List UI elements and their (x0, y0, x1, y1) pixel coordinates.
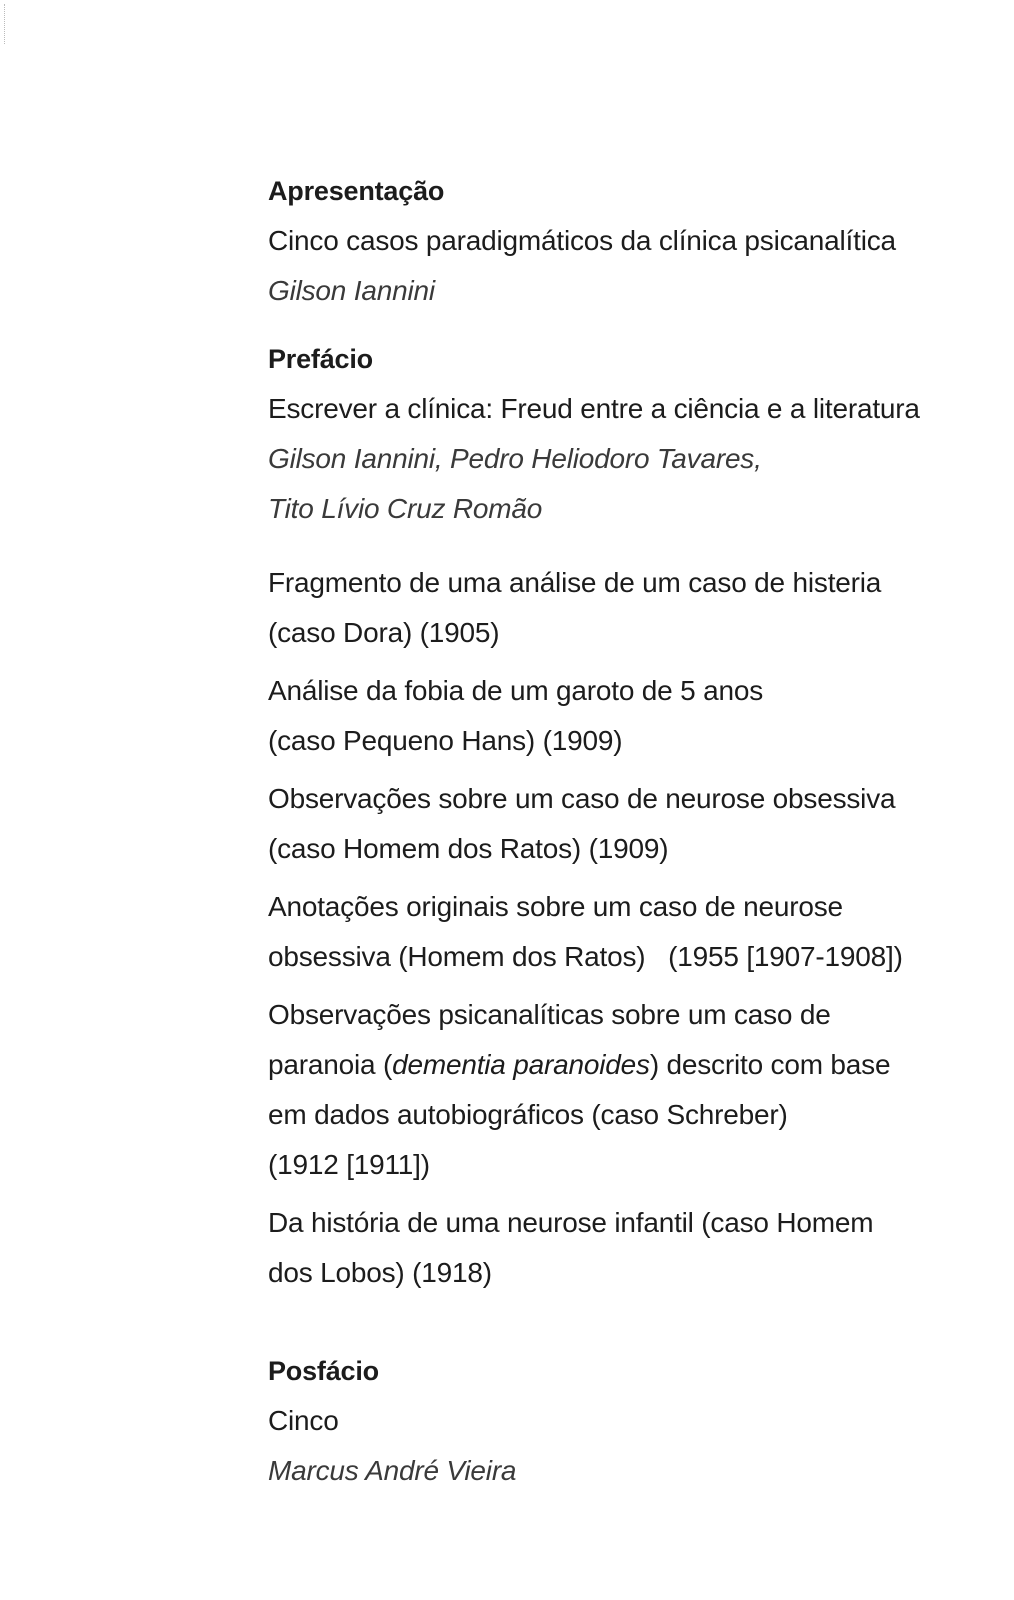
spacer (268, 534, 988, 558)
entry-title-line: Anotações originais sobre um caso de neurose (268, 891, 843, 922)
posfacio-title: Cinco (268, 1405, 339, 1436)
entry-title-line: (caso Homem dos Ratos) (1909) (268, 833, 669, 864)
section-posfacio (268, 1346, 988, 1496)
list-item (268, 882, 988, 982)
list-item (268, 774, 988, 874)
section-heading-apresentacao: Apresentação (268, 176, 445, 206)
entry-title-italic-term: dementia paranoides (392, 1049, 650, 1080)
apresentacao-title: Cinco casos paradigmáticos da clínica psicanalítica (268, 225, 896, 256)
spacer (268, 1306, 988, 1346)
list-item (268, 666, 988, 766)
entry-title-line: Da história de uma neurose infantil (caso Homem (268, 1207, 874, 1238)
entry-title-line (268, 1040, 988, 1090)
entry-title-fragment: paranoia ( (268, 1049, 393, 1080)
entry-title-line: (1912 [1911]) (268, 1149, 430, 1180)
spacer (268, 316, 988, 334)
prefacio-author-line-1: Gilson Iannini, Pedro Heliodoro Tavares, (268, 443, 762, 474)
section-heading-posfacio: Posfácio (268, 1356, 379, 1386)
scan-corner-mark (4, 4, 13, 44)
section-case-entries (268, 558, 988, 1298)
list-item (268, 990, 988, 1190)
entry-title-fragment: ) descrito com base (649, 1049, 891, 1080)
entry-title-line: em dados autobiográficos (caso Schreber) (268, 1099, 788, 1130)
section-apresentacao (268, 166, 988, 316)
entry-title-line: (caso Pequeno Hans) (1909) (268, 725, 623, 756)
entry-title-line: Observações psicanalíticas sobre um caso de (268, 999, 831, 1030)
prefacio-title: Escrever a clínica: Freud entre a ciência e a literatura (268, 393, 920, 424)
section-heading-prefacio: Prefácio (268, 344, 373, 374)
entry-title-line: dos Lobos) (1918) (268, 1257, 492, 1288)
apresentacao-author: Gilson Iannini (268, 275, 435, 306)
entry-title-line: (caso Dora) (1905) (268, 617, 500, 648)
entry-title-line: Observações sobre um caso de neurose obsessiva (268, 783, 896, 814)
table-of-contents (268, 166, 988, 1496)
list-item (268, 558, 988, 658)
section-prefacio (268, 334, 988, 534)
posfacio-author: Marcus André Vieira (268, 1455, 517, 1486)
entry-title-line: Fragmento de uma análise de um caso de histeria (268, 567, 882, 598)
entry-title-line: Análise da fobia de um garoto de 5 anos (268, 675, 763, 706)
prefacio-author-line-2: Tito Lívio Cruz Romão (268, 493, 543, 524)
list-item (268, 1198, 988, 1298)
entry-title-line: obsessiva (Homem dos Ratos) (1955 [1907-1908]) (268, 941, 903, 972)
